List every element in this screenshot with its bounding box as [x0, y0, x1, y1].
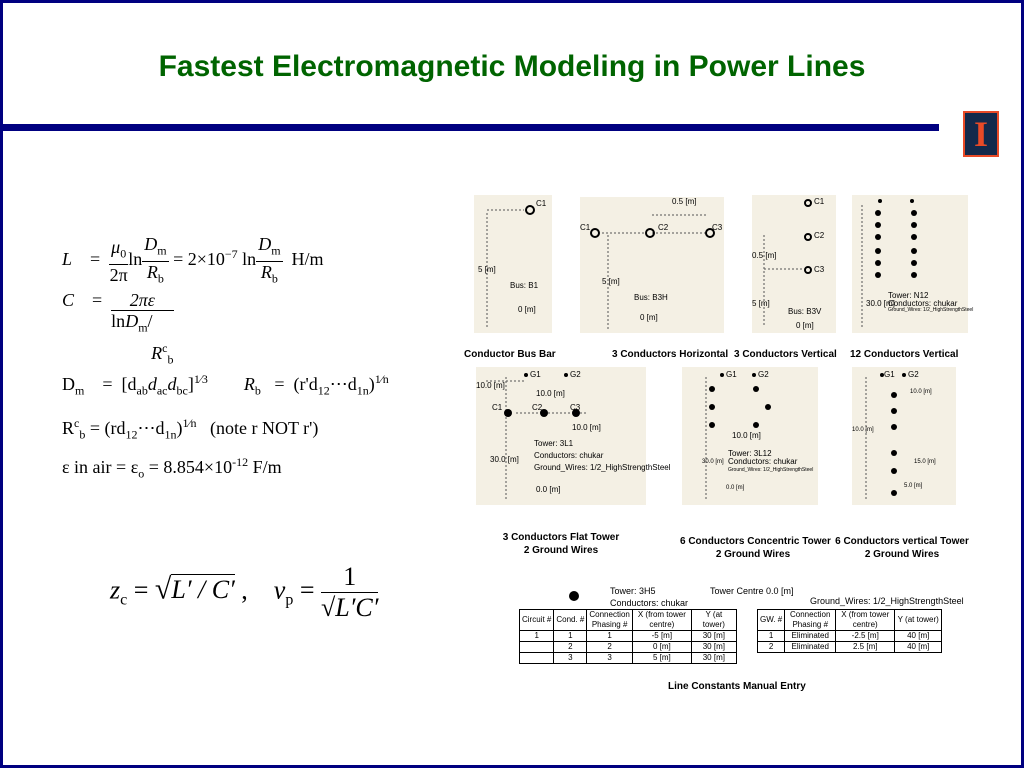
cell[interactable]: 2.5 [m]: [836, 642, 895, 653]
label-tower: Tower: N12: [888, 291, 929, 300]
label-height: 5 [m]: [478, 265, 496, 274]
dm-body: [d: [121, 374, 137, 394]
rbc-body: = (rd: [89, 418, 126, 438]
rb-symbol-2: R: [260, 261, 272, 282]
label-c3: C3: [712, 223, 723, 232]
eq-sign: =: [92, 290, 103, 310]
d-bc: d: [167, 374, 177, 394]
label-spacing: 0.5 [m]: [672, 197, 697, 206]
label-height: 30.0 [m]: [866, 299, 895, 308]
label-c2: C2: [658, 223, 669, 232]
eps-exp: -12: [232, 455, 249, 469]
label-c1: C1: [536, 199, 547, 208]
vp-symbol: v: [273, 575, 286, 605]
eps-value: = 8.854×10: [144, 457, 233, 477]
dm-symbol: D: [125, 311, 139, 331]
header-phasing: Connection Phasing #: [785, 610, 836, 631]
cell[interactable]: [520, 642, 554, 653]
caption-vertical-tower: [834, 535, 970, 561]
label-tower: Tower: 3L12: [728, 449, 772, 458]
panel-flat-tower: [476, 367, 671, 505]
two-pi-eps: 2πε: [129, 290, 155, 310]
panel-concentric-tower: [682, 367, 818, 505]
caption-vertical-12: 12 Conductors Vertical: [850, 349, 959, 360]
eps-text: ε in air = ε: [62, 457, 139, 477]
label-zero: 0.0 [m]: [536, 485, 561, 494]
header-gw: GW. #: [758, 610, 785, 631]
header-circuit: Circuit #: [520, 610, 554, 631]
sub-1n: 1n: [356, 383, 369, 398]
dots-d: ⋯d: [137, 418, 165, 438]
dm-sub: m: [157, 243, 167, 258]
label-c1: C1: [492, 403, 503, 412]
rb-sub: b: [167, 352, 174, 367]
coef-text: = 2×10: [173, 249, 225, 270]
table-row: [520, 631, 737, 642]
note-text: (note r NOT r'): [210, 418, 319, 438]
label-bus: Bus: B1: [510, 281, 539, 290]
label-spacing-1: 10.0 [m]: [476, 381, 505, 390]
label-c1: C1: [814, 197, 825, 206]
label-spacing-2: 10.0 [m]: [536, 389, 565, 398]
label-c3: C3: [570, 403, 581, 412]
eq-symbol: L: [62, 249, 73, 270]
rb-symbol: R: [146, 261, 158, 282]
zc-symbol: z: [110, 575, 121, 605]
slide-title: Fastest Electromagnetic Modeling in Power Lines: [158, 50, 866, 83]
caption-horizontal: 3 Conductors Horizontal: [612, 349, 729, 360]
cell[interactable]: [520, 653, 554, 664]
label-g2: G2: [908, 370, 919, 379]
label-spacing: 0.5 [m]: [752, 251, 777, 260]
title-underline-bar: [3, 124, 939, 131]
panel-vertical: [752, 195, 836, 333]
label-spacing-3: 5.0 [m]: [904, 483, 923, 489]
dm-rb-fraction-2: [256, 234, 282, 288]
cell[interactable]: 1: [554, 631, 587, 642]
ground-wire-table: [757, 609, 942, 653]
label-c2: C2: [814, 231, 825, 240]
label-g1: G1: [530, 370, 541, 379]
cell[interactable]: 1: [587, 631, 632, 642]
cell[interactable]: 2: [587, 642, 632, 653]
caption-concentric-tower: [680, 535, 831, 561]
cell[interactable]: 1: [520, 631, 554, 642]
label-bus: Bus: B3V: [788, 307, 822, 316]
dm-lhs: D: [62, 374, 75, 394]
header-cond: Cond. #: [554, 610, 587, 631]
dm-symbol-2: D: [258, 234, 272, 254]
rb-sup: c: [162, 340, 168, 355]
header-phasing: Connection Phasing #: [587, 610, 632, 631]
label-spacing-2: 15.0 [m]: [914, 459, 936, 465]
eq-sign-2: =: [274, 374, 285, 394]
caption-line-1: 6 Conductors Concentric Tower: [680, 536, 831, 547]
cell[interactable]: 3: [587, 653, 632, 664]
equation-dm-rb: [62, 372, 389, 399]
mu-symbol: μ: [111, 237, 121, 258]
rb-lhs: R: [243, 374, 255, 394]
label-g2: G2: [570, 370, 581, 379]
panel-vertical-12: [852, 195, 974, 333]
ln-text: ln: [128, 249, 143, 270]
rb-sub: b: [157, 271, 164, 286]
zc-root: L′ / C′: [171, 575, 235, 605]
equation-epsilon: [62, 455, 282, 482]
cell[interactable]: 30 [m]: [691, 653, 736, 664]
university-logo: [963, 111, 999, 157]
label-g2: G2: [758, 370, 769, 379]
comma: ,: [234, 575, 248, 605]
pow-1n: 1⁄n: [182, 416, 197, 430]
logo-letter: I: [973, 114, 988, 154]
label-bus: Bus: B3H: [634, 293, 668, 302]
bracket-close: ]: [187, 374, 194, 394]
eq-sign: =: [127, 575, 155, 605]
label-height: 30.0 [m]: [490, 455, 519, 464]
cell[interactable]: 30 [m]: [691, 631, 736, 642]
label-ground-wires: Ground_Wires: 1/2_HighStrengthSteel: [728, 467, 814, 473]
eps-sub: o: [138, 466, 145, 481]
cell[interactable]: 2: [758, 642, 785, 653]
cell[interactable]: 1: [758, 631, 785, 642]
label-height: 5 [m]: [752, 299, 770, 308]
rb-lhs-sub: b: [254, 383, 261, 398]
label-spacing: 10.0 [m]: [732, 431, 761, 440]
mu-sub: 0: [120, 246, 127, 261]
caption-line-1: 6 Conductors vertical Tower: [835, 536, 969, 547]
conductor-dot-icon: [566, 588, 582, 604]
cell[interactable]: Eliminated: [785, 631, 836, 642]
conductor-table: [519, 609, 737, 664]
cell[interactable]: 2: [554, 642, 587, 653]
vp-root: L′C′: [335, 593, 379, 622]
equation-zc-vp: $z_c = √L' / C'$ , $v_p$ = $\frac{1}{√L'C'}$: [110, 562, 379, 622]
caption-flat-tower: [476, 531, 646, 557]
label-conductors: Conductors: chukar: [728, 457, 798, 466]
table-header-row: [758, 610, 942, 631]
rb-sub-2: b: [271, 271, 278, 286]
vp-one: 1: [321, 562, 378, 593]
label-c1: C1: [580, 223, 591, 232]
dm-symbol: D: [144, 234, 158, 254]
caption-line-2: 2 Ground Wires: [715, 549, 791, 560]
dm-lhs-sub: m: [75, 383, 85, 398]
caption-line-2: 2 Ground Wires: [523, 545, 599, 556]
cell[interactable]: 40 [m]: [895, 631, 942, 642]
label-zero: 0 [m]: [796, 321, 814, 330]
caption-bus-bar: Conductor Bus Bar: [464, 349, 556, 360]
eq-sign: =: [102, 374, 113, 394]
caption-manual-entry: Line Constants Manual Entry: [668, 681, 806, 692]
cell[interactable]: 0 [m]: [632, 642, 691, 653]
header-x: X (from tower centre): [632, 610, 691, 631]
label-height: 5 [m]: [602, 277, 620, 286]
table-row: [758, 631, 942, 642]
table-row: [520, 653, 737, 664]
sub-1n: 1n: [164, 427, 177, 442]
label-zero: 0.0 [m]: [726, 485, 745, 491]
label-conductors: Conductors: chukar: [534, 451, 604, 460]
table-header-row: [520, 610, 737, 631]
cell[interactable]: 5 [m]: [632, 653, 691, 664]
label-ground-wires: Ground_Wires: 1/2_HighStrengthSteel: [888, 307, 974, 313]
zc-sub: c: [120, 591, 128, 609]
table-row: [758, 642, 942, 653]
dots-d: ⋯d: [329, 374, 357, 394]
label-c3: C3: [814, 265, 825, 274]
eq-symbol: C: [62, 290, 75, 310]
rb-body: (r'd: [293, 374, 318, 394]
d-ac: d: [147, 374, 157, 394]
label-height: 10.0 [m]: [852, 427, 874, 433]
header-x: X (from tower centre): [836, 610, 895, 631]
caption-line-1: 3 Conductors Flat Tower: [502, 532, 620, 543]
two-pi: 2π: [109, 264, 128, 285]
ln-text-2: ln: [242, 249, 257, 270]
eps-unit: F/m: [248, 457, 282, 477]
panel-horizontal: [580, 197, 724, 333]
cell[interactable]: 3: [554, 653, 587, 664]
dm-rb-fraction: [142, 234, 168, 288]
equation-capacitance: [62, 290, 174, 369]
label-g1: G1: [726, 370, 737, 379]
label-tower: Tower: 3L1: [534, 439, 574, 448]
sub-bc: bc: [176, 383, 188, 398]
panel-bus-bar: [474, 195, 552, 333]
cell[interactable]: -2.5 [m]: [836, 631, 895, 642]
paren-close: ): [368, 374, 375, 394]
caption-vertical: 3 Conductors Vertical: [734, 349, 837, 360]
dm-sub-2: m: [271, 243, 281, 258]
unit-text: H/m: [291, 249, 324, 270]
label-spacing-3: 10.0 [m]: [572, 423, 601, 432]
table-row: [520, 642, 737, 653]
sub-12: 12: [317, 383, 330, 398]
label-ground-wires: Ground_Wires: 1/2_HighStrengthSteel: [534, 463, 671, 472]
label-c2: C2: [532, 403, 543, 412]
c-fraction: 2πε lnD$_m$/ $R^c_b$: [111, 290, 174, 367]
label-conductors: Conductors: chukar: [888, 299, 958, 308]
panel-vertical-tower: [852, 367, 956, 505]
label-spacing: 10.0 [m]: [910, 389, 932, 395]
sub-12: 12: [125, 427, 138, 442]
header-y: Y (at tower): [895, 610, 942, 631]
header-y: Y (at tower): [691, 610, 736, 631]
label-height: 30.0 [m]: [702, 459, 724, 465]
dm-sub: m: [138, 320, 148, 335]
cell[interactable]: -5 [m]: [632, 631, 691, 642]
cell[interactable]: Eliminated: [785, 642, 836, 653]
rbc-lhs: R: [62, 418, 75, 438]
label-g1: G1: [884, 370, 895, 379]
vp-sub: p: [285, 591, 294, 609]
manual-tower-label: Tower: 3H5: [610, 586, 656, 596]
vp-fraction: $\frac{1}{√L'C'}$: [321, 562, 379, 622]
cell[interactable]: 40 [m]: [895, 642, 942, 653]
sub-ab: ab: [136, 383, 148, 398]
label-zero: 0 [m]: [640, 313, 658, 322]
mu-fraction: [109, 237, 128, 285]
manual-conductors-label: Conductors: chukar: [610, 598, 689, 608]
manual-centre-label: Tower Centre 0.0 [m]: [710, 586, 794, 596]
sub-ac: ac: [156, 383, 168, 398]
eq-sign-2: =: [293, 575, 321, 605]
equation-inductance: [62, 234, 324, 288]
equation-rbc: [62, 416, 318, 443]
eq-sign: =: [90, 249, 101, 270]
cell[interactable]: 30 [m]: [691, 642, 736, 653]
label-zero: 0 [m]: [518, 305, 536, 314]
paren-close: ): [176, 418, 183, 438]
rbc-sup: c: [74, 416, 80, 430]
rbc-sub: b: [79, 427, 86, 442]
pow-third: 1⁄3: [193, 372, 208, 386]
ln-text: ln: [111, 311, 126, 331]
manual-ground-wires-label: Ground_Wires: 1/2_HighStrengthSteel: [810, 596, 964, 606]
caption-line-2: 2 Ground Wires: [864, 549, 940, 560]
coef-exp: −7: [224, 247, 238, 262]
pow-1n: 1⁄n: [374, 372, 389, 386]
rb-symbol: R: [151, 342, 163, 363]
